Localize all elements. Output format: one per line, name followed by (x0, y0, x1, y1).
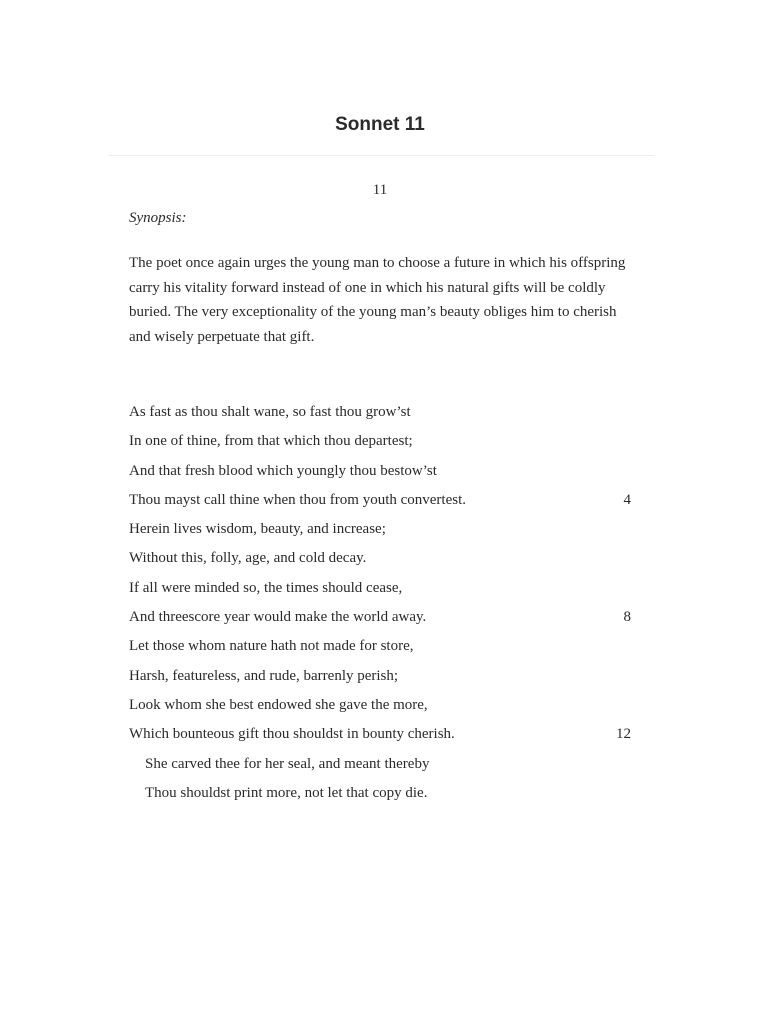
poem-line-text: Without this, folly, age, and cold decay. (129, 550, 367, 567)
synopsis-label: Synopsis: (129, 210, 187, 226)
poem-line-text: As fast as thou shalt wane, so fast thou grow’st (129, 404, 411, 420)
title-divider (108, 155, 654, 156)
poem-line-text: Thou shouldst print more, not let that copy die. (145, 784, 428, 801)
line-number: 4 (623, 491, 631, 508)
poem-line-text: If all were minded so, the times should cease, (129, 579, 403, 596)
poem-line (129, 632, 631, 661)
poem-line-text: She carved thee for her seal, and meant thereby (145, 755, 430, 772)
poem-line (129, 427, 631, 456)
page-title: Sonnet 11 (335, 114, 425, 135)
line-number: 12 (616, 726, 631, 743)
poem-line-text: In one of thine, from that which thou departest; (129, 433, 413, 450)
poem-line (129, 574, 631, 603)
poem-line-text: Let those whom nature hath not made for store, (129, 638, 414, 655)
poem-line-text: Harsh, featureless, and rude, barrenly perish; (129, 667, 399, 684)
poem-line (129, 515, 631, 544)
poem-line (129, 662, 631, 691)
line-number: 8 (623, 609, 631, 626)
poem-line (129, 720, 631, 749)
poem-line (129, 544, 631, 573)
poem (129, 398, 631, 808)
poem-line-text: Thou mayst call thine when thou from youth convertest. (129, 491, 467, 508)
poem-line-text: And threescore year would make the world away. (129, 609, 427, 626)
poem-line (129, 457, 631, 486)
poem-line-text: Herein lives wisdom, beauty, and increase; (129, 521, 386, 538)
sonnet-number: 11 (372, 182, 388, 198)
poem-line (129, 398, 631, 427)
synopsis-text: The poet once again urges the young man to choose a future in which his offspring carry his vitality forward instead of one in which his natural gifts will be coldly buried. The very exceptionality of the young man’s beauty obliges him to cherish and wisely perpetuate that gift. (129, 255, 626, 345)
poem-line-text: And that fresh blood which youngly thou bestow’st (129, 462, 437, 479)
poem-line (129, 691, 631, 720)
couplet-line (129, 750, 631, 779)
poem-line (129, 603, 631, 632)
poem-line-text: Look whom she best endowed she gave the more, (129, 696, 428, 713)
poem-line (129, 486, 631, 515)
poem-line-text: Which bounteous gift thou shouldst in bounty cherish. (129, 726, 455, 743)
couplet-line (129, 779, 631, 808)
